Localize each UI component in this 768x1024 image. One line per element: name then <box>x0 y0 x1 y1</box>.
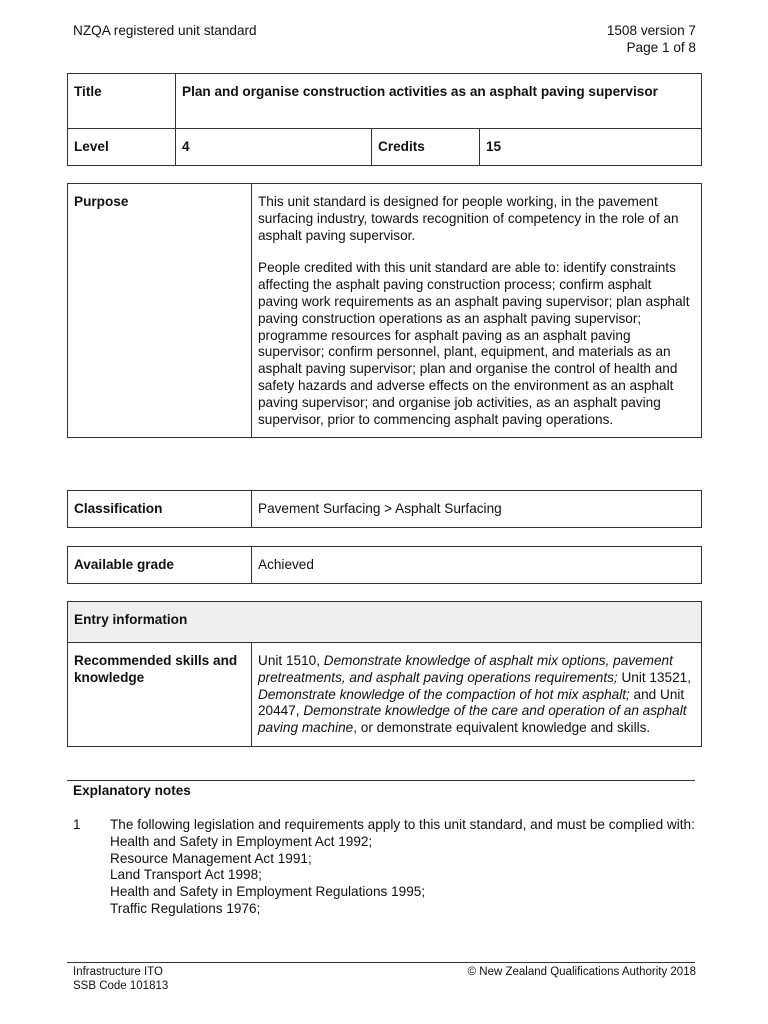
rec-unit-20447-title: Demonstrate knowledge of the care and operation of an asphalt paving machine <box>258 703 687 736</box>
purpose-paragraph-2: People credited with this unit standard are able to: identify constraints affecting the asphalt paving construction process; confirm asphalt paving work requirements as an asphalt paving supervisor; plan asphalt paving construction operations as an asphalt paving supervisor; programme resources for asphalt paving as an asphalt paving supervisor; confirm personnel, plant, equipment, and materials as an asphalt paving supervisor; plan and organise the control of health and safety hazards and adverse effects on the environment as an asphalt paving supervisor; and organise job activities, as an asphalt paving supervisor, prior to commencing asphalt paving operations. <box>258 260 690 427</box>
entry-information-table <box>67 601 702 747</box>
level-value: 4 <box>176 129 372 166</box>
rec-text-2: Unit 13521, <box>617 669 692 685</box>
rec-text-4: , or demonstrate equivalent knowledge and skills. <box>353 720 651 736</box>
footer-left <box>73 965 168 993</box>
credits-value: 15 <box>480 129 702 166</box>
purpose-label: Purpose <box>68 184 252 438</box>
legislation-item: Land Transport Act 1998; <box>110 867 262 883</box>
legislation-item: Health and Safety in Employment Act 1992; <box>110 833 373 849</box>
explanatory-note-1 <box>73 817 695 918</box>
note-intro: The following legislation and requirements apply to this unit standard, and must be complied with: <box>110 817 695 832</box>
recommended-skills-value <box>252 643 702 747</box>
classification-value: Pavement Surfacing > Asphalt Surfacing <box>252 491 702 528</box>
legislation-item: Traffic Regulations 1976; <box>110 900 261 916</box>
header-unit-standard: NZQA registered unit standard <box>73 23 257 38</box>
rec-text-1: Unit 1510, <box>258 653 324 668</box>
footer-divider <box>67 962 695 963</box>
available-grade-table <box>67 546 702 584</box>
unit-title: Plan and organise construction activities as an asphalt paving supervisor <box>176 74 702 129</box>
explanatory-divider <box>67 780 695 781</box>
explanatory-notes-title: Explanatory notes <box>73 783 191 798</box>
available-grade-value: Achieved <box>252 547 702 584</box>
header-version-page <box>607 22 696 56</box>
credits-label: Credits <box>372 129 480 166</box>
footer-ssb-code: SSB Code 101813 <box>73 980 169 992</box>
classification-table <box>67 490 702 528</box>
title-label: Title <box>68 74 176 129</box>
recommended-skills-label: Recommended skills and knowledge <box>68 643 252 747</box>
rec-unit-13521-title: Demonstrate knowledge of the compaction of hot mix asphalt; <box>258 686 630 702</box>
page-number: Page 1 of 8 <box>626 40 696 55</box>
note-number: 1 <box>73 817 81 832</box>
footer-organisation: Infrastructure ITO <box>73 966 163 978</box>
version-label: 1508 version 7 <box>606 23 696 38</box>
purpose-table <box>67 183 702 438</box>
entry-information-heading: Entry information <box>68 602 702 643</box>
classification-label: Classification <box>68 491 252 528</box>
rec-unit-1510-title: Demonstrate knowledge of asphalt mix options, pavement pretreatments, and asphalt paving operations requirements; <box>258 653 673 685</box>
level-label: Level <box>68 129 176 166</box>
available-grade-label: Available grade <box>68 547 252 584</box>
purpose-paragraph-1: This unit standard is designed for people working, in the pavement surfacing industry, towards recognition of competency in the role of an asphalt paving supervisor. <box>258 194 679 243</box>
legislation-item: Health and Safety in Employment Regulations 1995; <box>110 884 426 900</box>
rec-text-3: and Unit 20447, <box>258 686 685 719</box>
legislation-item: Resource Management Act 1991; <box>110 850 312 866</box>
purpose-text <box>252 184 702 438</box>
footer-copyright: © New Zealand Qualifications Authority 2018 <box>467 966 696 978</box>
title-table <box>67 73 702 166</box>
